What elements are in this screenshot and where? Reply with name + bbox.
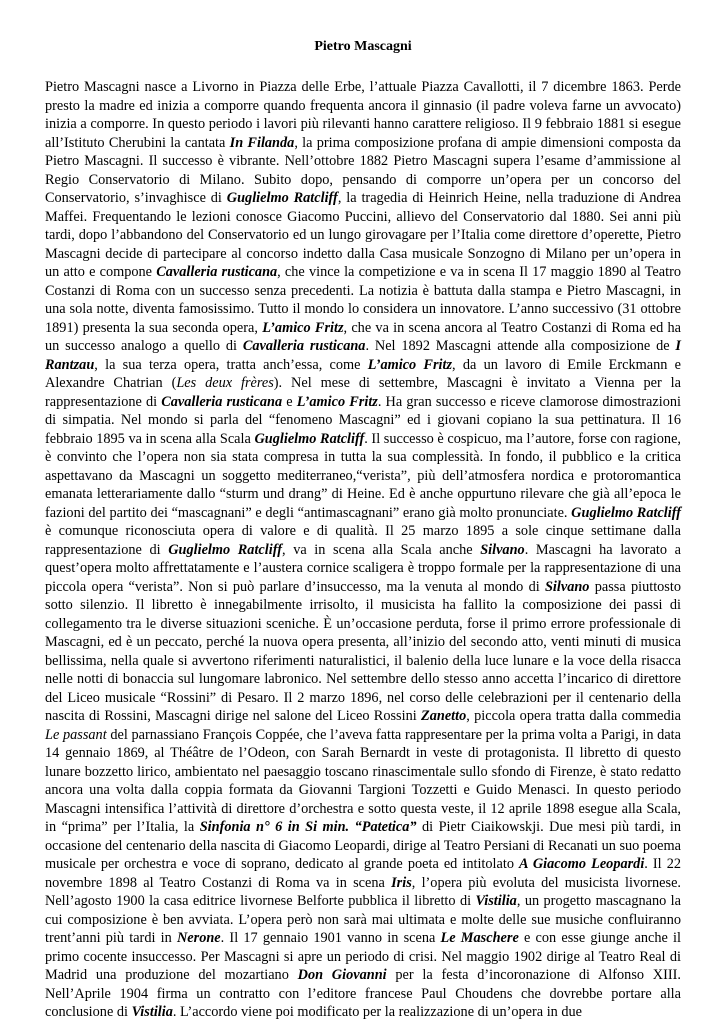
text-run: . Nel 1892 Mascagni attende alla composizione de <box>365 338 676 354</box>
text-run: . Il successo è cospicuo, ma l’autore, forse con ragione, è convinto che l’opera non sia stata compresa in tutta la sua complessità. In fondo, il pubblico e la critica aspettavano da Mascagni un soggetto mediterraneo,“verista”, più dell’atmosfera nordica e protoromantica emanata letterariamente dallo “sturm und drang” di Heine. Ed è anche oppurtuno rilevare che già all’epoca le fazioni del partito dei “mascagnani” e degli “antimascagnani” erano già molto pronunciate. <box>45 430 681 521</box>
work-title: L’amico Fritz <box>367 356 453 373</box>
work-title: Guglielmo Ratcliff <box>254 430 365 447</box>
text-run: , l’opera più evoluta del musicista livornese. Nell’agosto 1900 la casa editrice livornese Belforte pubblica il libretto di <box>45 874 681 909</box>
work-title: Vistilia <box>475 893 517 909</box>
work-title: L’amico Fritz <box>262 319 344 336</box>
text-run: , che vince la competizione e va in scena Il 17 maggio 1890 al Teatro Costanzi di Roma con un successo senza precedenti. La notizia è battuta dalla stampa e Pietro Mascagni, in una sola notte, diventa famosissimo. Tutto il mondo lo considera un innovatore. L’anno successivo ( <box>45 264 681 317</box>
text-run: , la sua terza opera, tratta anch’essa, come <box>94 356 368 373</box>
work-title: Nerone <box>176 930 221 946</box>
work-title: Guglielmo Ratcliff <box>571 504 681 521</box>
text-run: e con esse giunge anche il primo cocente insuccesso. Per Mascagni si apre un periodo di crisi. Nel maggio 1902 dirige al Teatro Real di Madrid una produzione del mozartiano <box>45 930 681 983</box>
text-run: , che va in scena ancora al Teatro Costanzi di Roma ed ha un successo analogo a quello di <box>45 319 681 354</box>
text-run: , piccola opera tratta dalla commedia <box>466 708 681 724</box>
work-title: Cavalleria rusticana <box>161 393 283 410</box>
work-title: Cavalleria rusticana <box>242 338 366 354</box>
work-title: L’amico Fritz <box>296 393 378 410</box>
text-run: Pietro Mascagni nasce a Livorno in Piazza delle Erbe, l’attuale Piazza Cavallotti, il 7 dicembre 1863. Perde presto la madre ed inizia a comporre quando frequenta ancora il ginnasio (il padre voleva farne un avvocato) inizia a comporre. In questo periodo i lavori più rilevanti hanno carattere religioso. Il 9 febbraio 1881 si esegue all’Istituto Cherubini la cantata <box>45 79 681 151</box>
text-run: . Ha gran successo e riceve clamorose dimostrazioni di simpatia. Nel mondo si parla del “fenomeno Mascagni” ed i giovani copiano la sua pettinatura. Il 16 febbraio 1895 va in scena alla Scala <box>45 393 681 447</box>
work-title: Guglielmo Ratcliff <box>226 190 338 206</box>
text-run: , un progetto mascagnano la cui composizione è ben avviata. L’opera però non sarà mai ultimata e molte delle sue musiche confluiranno trent’anni più tardi in <box>45 893 681 946</box>
work-title: A Giacomo Leopardi <box>519 856 645 872</box>
work-title: Zanetto <box>420 708 467 724</box>
text-run: del parnassiano François Coppée, che l’aveva fatta rappresentare per la prima volta a Parigi, in data 14 gennaio 1869, al Théâtre de l’Odeon, con Sarah Bernardt in veste di protagonista. Il libretto di questo lunare bozzetto lirico, ambientato nel paesaggio toscano rinascimentale sullo sfondo di Firenze, è stato redatto ancora una volta dalla coppia formata da Giovanni Targioni Tozzetti e Guido Menasci. In questo periodo Mascagni intensifica l’attività di direttore d’orchestra e sotto questa veste, il 12 aprile 1898 esegue alla Scala, in “prima” per l’Italia, la <box>45 726 681 835</box>
italic-text: Le passant <box>45 726 107 743</box>
text-run: e <box>282 393 297 410</box>
italic-text: Les deux frères <box>176 375 274 391</box>
text-run: 31 ottobre 1891 <box>45 301 681 336</box>
text-run: . Il 17 gennaio 1901 vanno in scena <box>220 930 441 946</box>
work-title: Guglielmo Ratcliff <box>168 541 282 558</box>
body-paragraph <box>45 78 681 1022</box>
text-run: ). Nel mese di settembre, Mascagni è invitato a Vienna per la rappresentazione di <box>45 375 681 410</box>
work-title: Cavalleria rusticana <box>156 264 278 280</box>
text-run: , da un lavoro di Emile Erckmann e Alexandre Chatrian ( <box>45 356 681 391</box>
text-run: , va in scena alla Scala anche <box>282 541 481 558</box>
text-run: per la festa d’incoronazione di Alfonso XIII. Nell’Aprile 1904 firma un contratto con l’editore francese Paul Choudens che dovrebbe portare alla conclusione di <box>45 967 681 1020</box>
work-title: Silvano <box>480 541 525 558</box>
text-run: . Mascagni ha lavorato a quest’opera molto affrettatamente e l’austera cornice scaligera è troppo formale per la rappresentazione di una piccola opera “verista”. Non si può parlare d’insuccesso, ma la venuta al mondo di <box>45 541 681 595</box>
text-run: . Il 22 novembre 1898 al Teatro Costanzi di Roma va in scena <box>45 856 681 891</box>
text-run: di Pietr Ciaikowskji. Due mesi più tardi, in occasione del centenario della nascita di Giacomo Leopardi, dirige al Teatro Persiani di Recanati un suo poema musicale per orchestra e voce di soprano, dedicato al grande poeta ed intitolato <box>45 819 681 872</box>
text-run: , la tragedia di Heinrich Heine, nella traduzione di Andrea Maffei. Frequentando le lezioni conosce Giacomo Puccini, allievo del Conservatorio dal 1880. Sei anni più tardi, dopo l’abbandono del Conservatorio ed un lungo girovagare per l’Italia come direttore d’operette, Pietro Mascagni decide di partecipare al concorso indetto dalla Casa musicale Sonzogno di Milano per un’opera in un atto e compone <box>45 190 681 280</box>
text-run: ) presenta la sua seconda opera, <box>73 319 263 336</box>
work-title: Sinfonia n° 6 in Si min. “Patetica” <box>199 819 417 835</box>
work-title: In Filanda <box>229 134 295 151</box>
work-title: Don Giovanni <box>297 967 387 983</box>
work-title: Le Maschere <box>440 930 519 946</box>
work-title: Vistilia <box>131 1004 173 1020</box>
work-title: Silvano <box>544 578 590 595</box>
text-run: è comunque riconosciuta opera di valore e di qualità. Il 25 marzo 1895 a sole cinque settimane dalla rappresentazione di <box>45 523 681 558</box>
document-page <box>45 38 681 1022</box>
work-title: Iris <box>391 874 412 891</box>
work-title: I Rantzau <box>45 338 681 373</box>
text-run: , la prima composizione profana di ampie dimensioni composta da Pietro Mascagni. Il successo è vibrante. Nell’ottobre 1882 Pietro Mascagni supera l’esame d’ammissione al Regio Conservatorio di Milano. Subito dopo, pensando di comporre un’opera per un concorso del Conservatorio, s’invaghisce di <box>45 134 681 206</box>
text-run: passa piuttosto sotto silenzio. Il libretto è innegabilmente irrisolto, il musicista ha fallito la composizione dei passi di collegamento tra le diverse situazioni sceniche. È un’occasione perduta, forse il primo errore professionale di Mascagni, ed è un peccato, perché la nuova opera presenta, all’inizio del secondo atto, venti minuti di musica bellissima, nella quale si avvertono riferimenti naturalistici, il balenio della luce lunare e la voce della risacca nelle notti di bonaccia sul lungomare labronico. Nel settembre dello stesso anno accetta l’incarico di direttore del Liceo musicale “Rossini” di Pesaro. Il 2 marzo 1896, nel corso delle celebrazioni per il centenario della nascita di Rossini, Mascagni dirige nel salone del Liceo Rossini <box>45 578 681 724</box>
page-title: Pietro Mascagni <box>314 39 412 54</box>
text-run: . L’accordo viene poi modificato per la realizzazione di un’opera in due <box>172 1004 583 1020</box>
